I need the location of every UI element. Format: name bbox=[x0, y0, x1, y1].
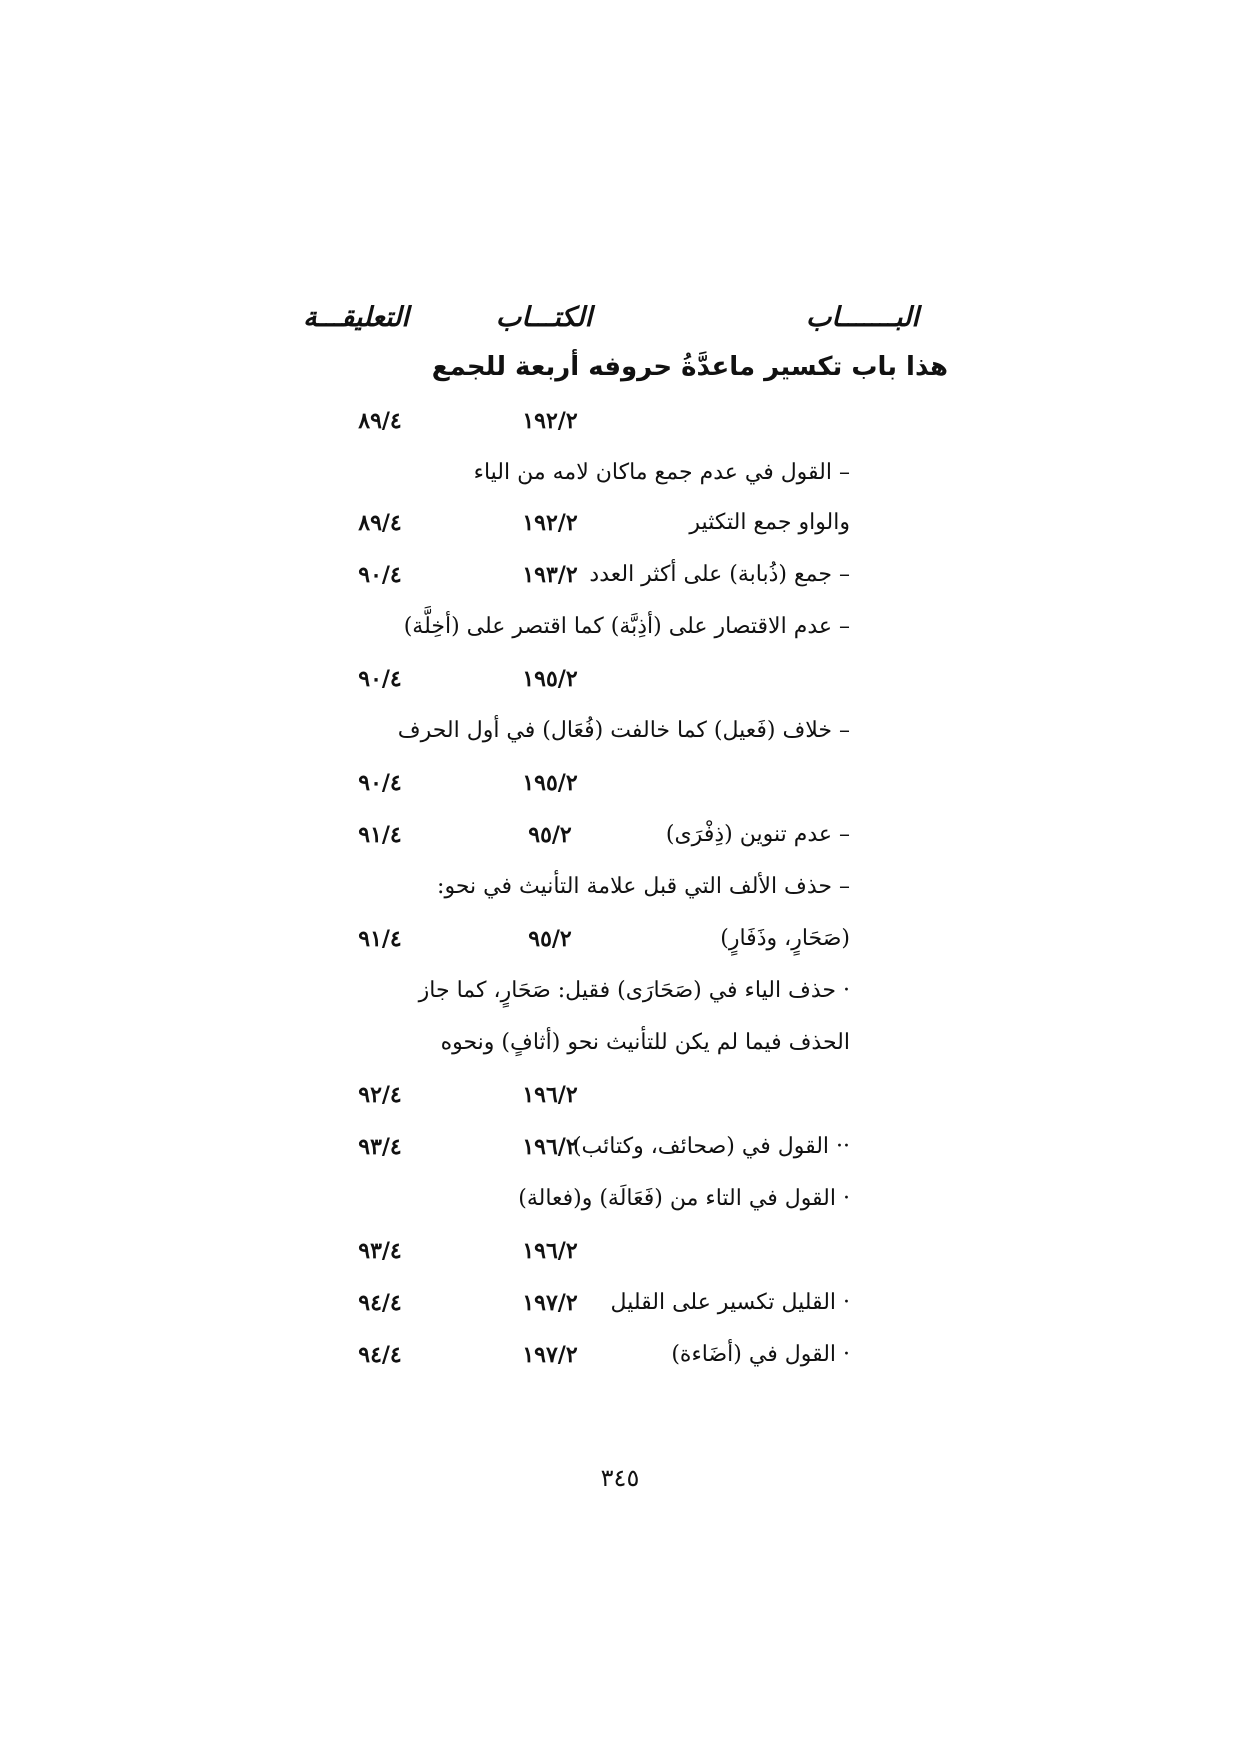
taliqa-ref: ٩٣/٤ bbox=[358, 1238, 402, 1264]
column-header-taliqa: التعليقـــة bbox=[303, 302, 409, 333]
entry-text: – جمع (ذُبابة) على أكثر العدد bbox=[589, 562, 850, 587]
index-row bbox=[0, 718, 1240, 762]
index-row bbox=[0, 408, 1240, 452]
index-row bbox=[0, 874, 1240, 918]
entry-text: · القليل تكسير على القليل bbox=[610, 1290, 850, 1315]
taliqa-ref: ٨٩/٤ bbox=[358, 510, 402, 536]
index-row bbox=[0, 978, 1240, 1022]
entry-text: الحذف فيما لم يكن للتأنيث نحو (أثافٍ) ونحوه bbox=[440, 1030, 850, 1055]
index-row bbox=[0, 1082, 1240, 1126]
entry-text: ·· القول في (صحائف، وكتائب) bbox=[572, 1134, 850, 1159]
taliqa-ref: ٩٤/٤ bbox=[358, 1342, 402, 1368]
entry-text: (صَحَارٍ، وذَفَارٍ) bbox=[720, 926, 850, 951]
index-row bbox=[0, 510, 1240, 554]
entry-text: – عدم الاقتصار على (أذِبَّة) كما اقتصر على (أخِلَّة) bbox=[403, 614, 850, 639]
kitab-ref: ١٩٥/٢ bbox=[522, 666, 578, 692]
index-row bbox=[0, 1030, 1240, 1074]
entry-text: والواو جمع التكثير bbox=[689, 510, 850, 535]
taliqa-ref: ٩١/٤ bbox=[358, 822, 402, 848]
kitab-ref: ٩٥/٢ bbox=[528, 822, 572, 848]
index-row bbox=[0, 926, 1240, 970]
kitab-ref: ١٩٢/٢ bbox=[522, 510, 578, 536]
entry-text: – حذف الألف التي قبل علامة التأنيث في نحو: bbox=[437, 874, 850, 899]
taliqa-ref: ٩٢/٤ bbox=[358, 1082, 402, 1108]
index-row bbox=[0, 1186, 1240, 1230]
column-header-kitab: الكتـــاب bbox=[495, 302, 593, 333]
index-row bbox=[0, 562, 1240, 606]
entry-text: · القول في (أضَاءة) bbox=[671, 1342, 850, 1367]
section-title: هذا باب تكسير ماعدَّةُ حروفه أربعة للجمع bbox=[431, 352, 948, 382]
index-row bbox=[0, 1238, 1240, 1282]
index-row bbox=[0, 1134, 1240, 1178]
taliqa-ref: ٨٩/٤ bbox=[358, 408, 402, 434]
kitab-ref: ١٩٢/٢ bbox=[522, 408, 578, 434]
entry-text: – القول في عدم جمع ماكان لامه من الياء bbox=[473, 460, 850, 485]
index-row bbox=[0, 822, 1240, 866]
taliqa-ref: ٩٤/٤ bbox=[358, 1290, 402, 1316]
kitab-ref: ١٩٦/٢ bbox=[522, 1082, 578, 1108]
index-row bbox=[0, 460, 1240, 504]
taliqa-ref: ٩٣/٤ bbox=[358, 1134, 402, 1160]
index-row bbox=[0, 1342, 1240, 1386]
kitab-ref: ١٩٦/٢ bbox=[522, 1238, 578, 1264]
kitab-ref: ١٩٥/٢ bbox=[522, 770, 578, 796]
kitab-ref: ١٩٦/٢ bbox=[522, 1134, 578, 1160]
entry-text: – عدم تنوين (ذِفْرَى) bbox=[665, 822, 850, 847]
index-row bbox=[0, 666, 1240, 710]
index-row bbox=[0, 1290, 1240, 1334]
taliqa-ref: ٩٠/٤ bbox=[358, 666, 402, 692]
kitab-ref: ١٩٣/٢ bbox=[522, 562, 578, 588]
entry-text: – خلاف (فَعيل) كما خالفت (فُعَال) في أول الحرف bbox=[397, 718, 850, 743]
kitab-ref: ٩٥/٢ bbox=[528, 926, 572, 952]
page-number: ٣٤٥ bbox=[600, 1464, 640, 1492]
index-row bbox=[0, 770, 1240, 814]
column-header-bab: البـــــــاب bbox=[806, 302, 919, 333]
entry-text: · القول في التاء من (فَعَالَة) و(فعالة) bbox=[518, 1186, 850, 1211]
index-row bbox=[0, 614, 1240, 658]
kitab-ref: ١٩٧/٢ bbox=[522, 1342, 578, 1368]
kitab-ref: ١٩٧/٢ bbox=[522, 1290, 578, 1316]
taliqa-ref: ٩٠/٤ bbox=[358, 770, 402, 796]
taliqa-ref: ٩٠/٤ bbox=[358, 562, 402, 588]
taliqa-ref: ٩١/٤ bbox=[358, 926, 402, 952]
entry-text: · حذف الياء في (صَحَارَى) فقيل: صَحَارٍ، كما جاز bbox=[418, 978, 850, 1003]
